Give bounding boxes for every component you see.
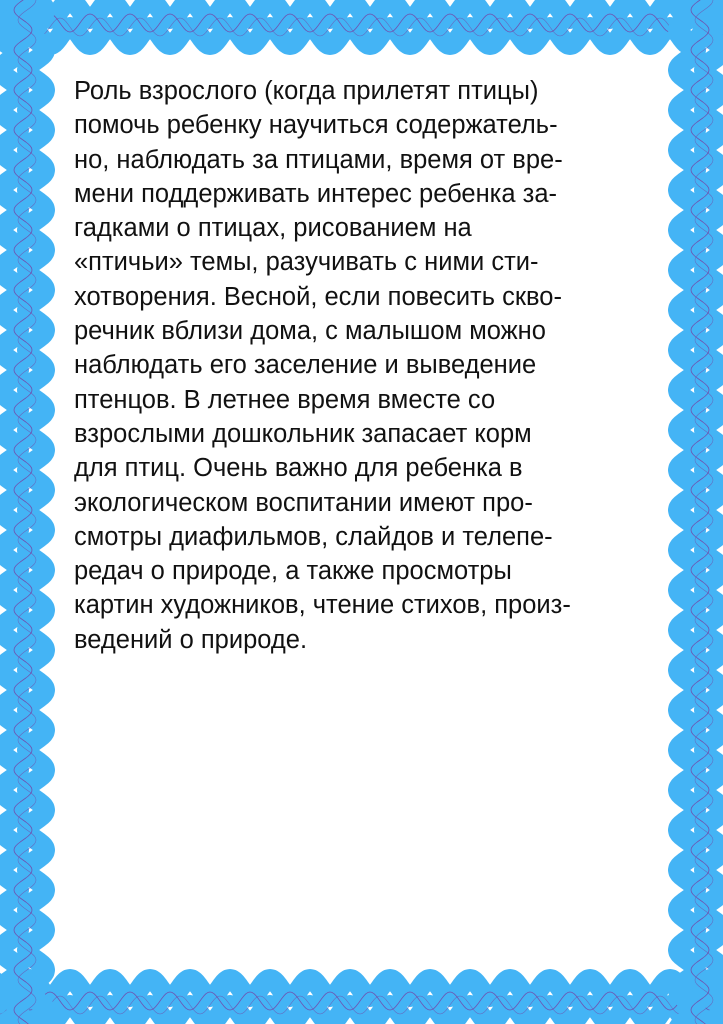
text-line: помочь ребенку научиться содержатель- [74,111,558,140]
text-line: экологическом воспитании имеют про- [74,488,533,517]
text-line: речник вблизи дома, с малышом можно [74,317,546,346]
border-top [0,1,723,45]
text-line: ведений о природе. [74,625,308,654]
text-line: картин художников, чтение стихов, произ- [74,591,571,620]
text-line: гадками о птицах, рисованием на [74,214,472,243]
border-left [1,0,45,1024]
text-line: взрослыми дошкольник запасает корм [74,419,532,448]
text-line: смотры диафильмов, слайдов и телепе- [74,522,553,551]
text-line: редач о природе, а также просмотры [74,557,512,586]
text-line: хотворения. Весной, если повесить скво- [74,282,562,311]
body-text [74,74,654,657]
border-right [678,0,722,1024]
text-line: наблюдать его заселение и выведение [74,351,537,380]
text-line: мени поддерживать интерес ребенка за- [74,179,558,208]
text-line: Роль взрослого (когда прилетят птицы) [74,77,539,105]
text-line: птенцов. В летнее время вместе со [74,385,496,414]
border-bottom [0,979,723,1023]
text-line: для птиц. Очень важно для ребенка в [74,454,523,483]
text-line: но, наблюдать за птицами, время от вре- [74,145,563,174]
text-line: «птичьи» темы, разучивать с ними сти- [74,248,539,277]
